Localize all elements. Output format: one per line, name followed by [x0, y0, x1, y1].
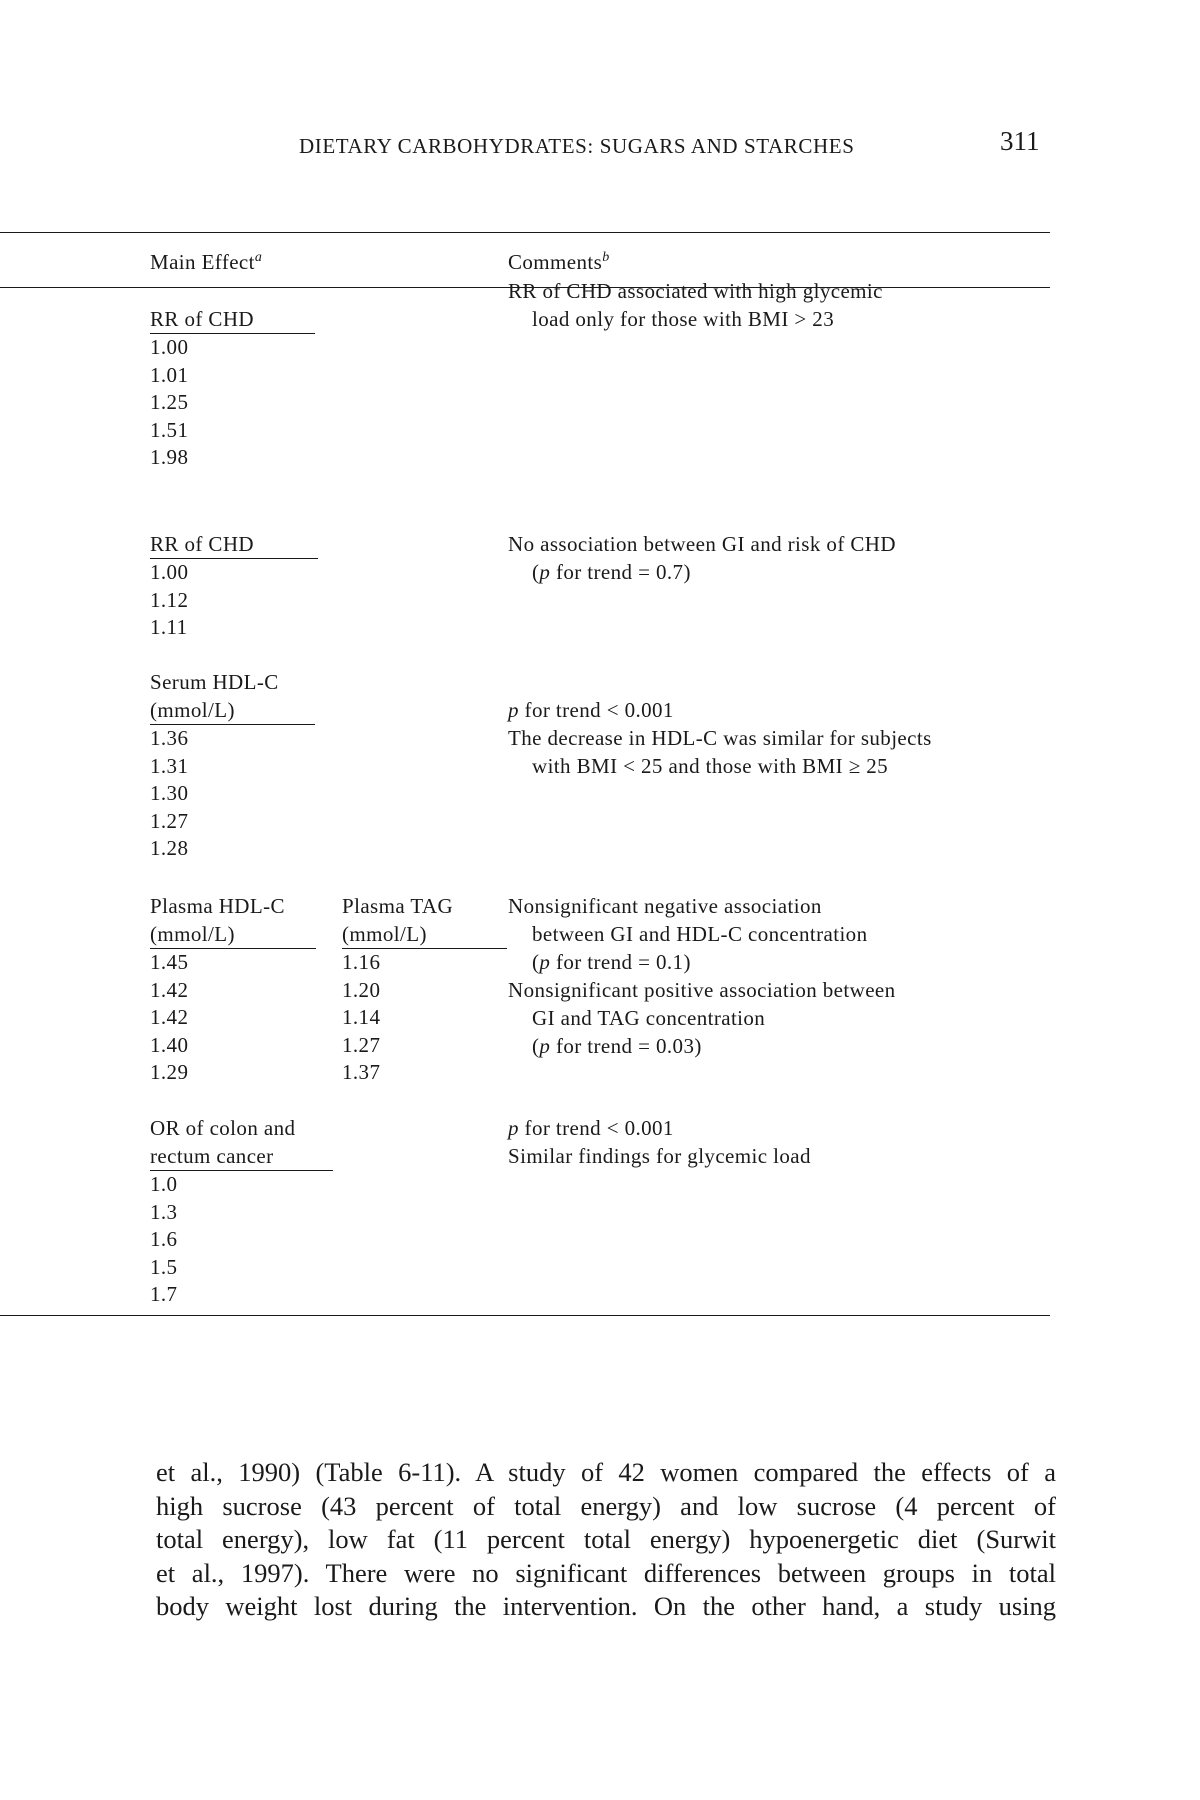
- table-cell-value: 1.27: [150, 808, 189, 833]
- comments-cell: [508, 277, 1048, 333]
- table-cell-value: 1.36: [150, 726, 189, 750]
- table-top-rule: [0, 232, 1050, 233]
- table-cell-value: 1.14: [342, 1005, 381, 1029]
- table-cell-value: 1.00: [150, 560, 189, 584]
- subcolumn-heading: [150, 892, 316, 949]
- table-cell-value: 1.28: [150, 836, 189, 860]
- main-effect-column: [150, 530, 318, 642]
- comments-cell: [508, 1114, 1048, 1170]
- table-cell-value: 1.42: [150, 977, 189, 1002]
- subcolumn-heading-line: (mmol/L): [150, 922, 235, 946]
- subcolumn-heading-line: OR of colon and: [150, 1116, 296, 1140]
- subcolumn-heading: [342, 892, 507, 949]
- comments-cell: [508, 696, 1048, 780]
- table-cell-value: 1.25: [150, 390, 189, 414]
- comment-line: RR of CHD associated with high glycemic: [508, 279, 883, 303]
- table-cell-value: 1.29: [150, 1060, 189, 1084]
- column-header-main-effect: Main Effect$^a$: [150, 250, 263, 274]
- main-effect-column: [342, 892, 507, 1087]
- table-cell-value: 1.5: [150, 1254, 178, 1279]
- subcolumn-heading: [150, 668, 315, 725]
- comment-line: p for trend < 0.001: [508, 698, 674, 722]
- subcolumn-heading-line: RR of CHD: [150, 307, 254, 331]
- table-cell-value: 1.40: [150, 1032, 189, 1057]
- comment-line: (p for trend = 0.03): [532, 1034, 702, 1058]
- comment-line: Nonsignificant positive association between: [508, 978, 896, 1002]
- subcolumn-heading-line: Serum HDL-C: [150, 670, 279, 694]
- subcolumn-heading-line: (mmol/L): [342, 922, 427, 946]
- table-cell-value: 1.0: [150, 1172, 178, 1196]
- body-text-line: total energy), low fat (11 percent total energy) hypoenergetic diet (Surwit: [156, 1524, 1056, 1554]
- subcolumn-heading-line: (mmol/L): [150, 698, 235, 722]
- comment-line: with BMI < 25 and those with BMI ≥ 25: [532, 754, 889, 778]
- body-text-line: body weight lost during the intervention. On the other hand, a study using: [156, 1591, 1056, 1621]
- page-number: 311: [1000, 126, 1040, 156]
- subcolumn-heading-line: Plasma TAG: [342, 894, 454, 918]
- table-cell-value: 1.30: [150, 781, 189, 805]
- body-text-line: et al., 1997). There were no significant differences between groups in total: [156, 1557, 1056, 1588]
- running-head: DIETARY CARBOHYDRATES: SUGARS AND STARCHES: [299, 134, 855, 158]
- table-cell-value: 1.01: [150, 362, 189, 387]
- subcolumn-heading-line: RR of CHD: [150, 532, 254, 556]
- page-header: [0, 126, 1200, 166]
- table-cell-value: 1.7: [150, 1282, 178, 1306]
- comment-line: The decrease in HDL-C was similar for subjects: [508, 726, 932, 750]
- table-cell-value: 1.6: [150, 1227, 178, 1251]
- comment-line: Nonsignificant negative association: [508, 894, 822, 918]
- comment-line: p for trend < 0.001: [508, 1116, 674, 1140]
- subcolumn-heading: [150, 305, 315, 334]
- table-cell-value: 1.11: [150, 615, 188, 639]
- comment-line: (p for trend = 0.1): [532, 950, 691, 974]
- body-text-line: high sucrose (43 percent of total energy) and low sucrose (4 percent of: [156, 1490, 1056, 1521]
- table-bottom-rule: [0, 1315, 1050, 1316]
- main-effect-column: [150, 892, 316, 1087]
- subcolumn-heading: [150, 1114, 333, 1171]
- comment-line: GI and TAG concentration: [532, 1006, 766, 1030]
- table-cell-value: 1.00: [150, 335, 189, 359]
- subcolumn-heading-line: Plasma HDL-C: [150, 894, 285, 918]
- table-cell-value: 1.45: [150, 950, 189, 974]
- comment-line: between GI and HDL-C concentration: [532, 922, 868, 946]
- table-cell-value: 1.98: [150, 445, 189, 469]
- table-cell-value: 1.3: [150, 1199, 178, 1224]
- table-cell-value: 1.16: [342, 950, 381, 974]
- subcolumn-heading-line: rectum cancer: [150, 1144, 274, 1168]
- main-effect-column: [150, 1114, 333, 1309]
- footnote-marker-a: a: [254, 250, 263, 265]
- table-cell-value: 1.37: [342, 1060, 381, 1084]
- column-header-comments: Comments$^b$: [508, 250, 610, 274]
- table-cell-value: 1.12: [150, 587, 189, 612]
- comment-line: No association between GI and risk of CHD: [508, 532, 896, 556]
- comments-cell: [508, 892, 1048, 1060]
- table-cell-value: 1.51: [150, 417, 189, 442]
- footnote-marker-b: b: [602, 250, 610, 265]
- table-cell-value: 1.20: [342, 977, 381, 1002]
- subcolumn-heading: [150, 530, 318, 559]
- table-cell-value: 1.27: [342, 1032, 381, 1057]
- comment-line: Similar findings for glycemic load: [508, 1144, 811, 1168]
- main-effect-column: [150, 305, 315, 472]
- table-cell-value: 1.42: [150, 1005, 189, 1029]
- body-text-line: et al., 1990) (Table 6-11). A study of 42 women compared the effects of a: [156, 1457, 1056, 1487]
- table-cell-value: 1.31: [150, 753, 189, 778]
- comment-line: (p for trend = 0.7): [532, 560, 691, 584]
- body-paragraph: [156, 1456, 1056, 1624]
- main-effect-column: [150, 668, 315, 863]
- comment-line: load only for those with BMI > 23: [532, 307, 835, 331]
- comments-cell: [508, 530, 1048, 586]
